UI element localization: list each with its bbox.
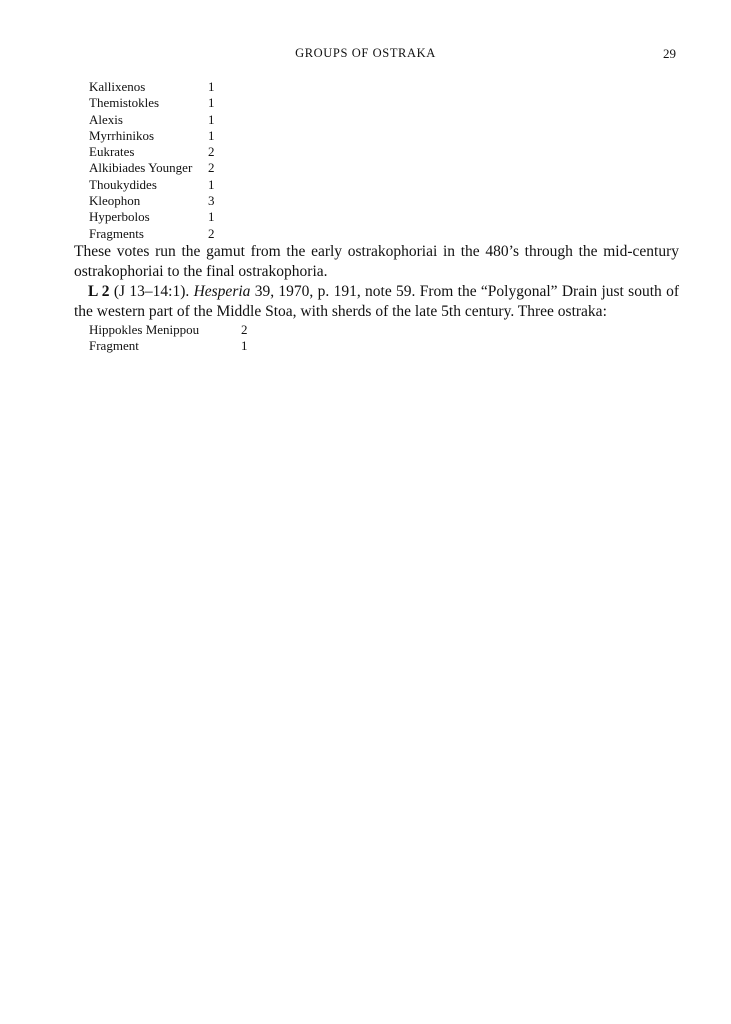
vote-tally-table-2	[89, 322, 248, 355]
vote-count: 1	[208, 127, 215, 143]
vote-count: 1	[208, 176, 215, 192]
candidate-name: Kallixenos	[89, 79, 146, 94]
candidate-name: Themistokles	[89, 95, 160, 111]
tally-row	[89, 193, 215, 209]
candidate-name: Hyperbolos	[89, 209, 150, 225]
tally-row	[89, 226, 215, 242]
deposit-label: L 2	[88, 283, 110, 300]
journal-title: Hesperia	[193, 283, 251, 300]
vote-count: 2	[208, 144, 215, 160]
tally-row	[89, 144, 215, 160]
tally-row	[89, 112, 215, 128]
tally-row	[89, 160, 215, 176]
candidate-name: Myrrhinikos	[89, 127, 154, 143]
candidate-name: Hippokles Menippou	[89, 322, 200, 337]
page-header	[0, 46, 731, 66]
vote-count: 2	[208, 225, 215, 241]
tally-row	[89, 128, 215, 144]
entry-description: 39, 1970, p. 191, note 59. From the “Polygonal” Drain just south of the western part of the Middle Stoa, with sherds of the late 5th century. Three ostraka:	[74, 283, 679, 320]
grid-reference: (J 13–14:1).	[109, 283, 194, 300]
vote-count: 1	[208, 79, 215, 94]
candidate-name: Fragment	[89, 338, 139, 354]
vote-count: 1	[241, 338, 248, 354]
vote-tally-table	[89, 79, 215, 242]
vote-count: 1	[208, 111, 215, 127]
page-number: 29	[663, 46, 676, 61]
vote-count: 2	[208, 160, 215, 176]
deposit-entry-paragraph	[74, 282, 679, 322]
tally-row	[89, 79, 215, 95]
tally-row	[89, 209, 215, 225]
candidate-name: Fragments	[89, 225, 144, 241]
running-head: GROUPS OF OSTRAKA	[295, 46, 436, 60]
candidate-name: Alkibiades Younger	[89, 160, 193, 176]
tally-row	[89, 338, 248, 354]
commentary-paragraph: These votes run the gamut from the early ostrakophoriai in the 480’s through the mid-century ostrakophoriai to the final ostrakophoria.	[74, 243, 679, 280]
tally-row	[89, 322, 248, 338]
candidate-name: Kleophon	[89, 193, 141, 209]
vote-count: 1	[208, 95, 215, 111]
vote-count: 3	[208, 193, 215, 209]
candidate-name: Eukrates	[89, 144, 135, 160]
tally-row	[89, 95, 215, 111]
vote-count: 2	[241, 322, 248, 337]
candidate-name: Alexis	[89, 111, 123, 127]
tally-row	[89, 177, 215, 193]
candidate-name: Thoukydides	[89, 176, 157, 192]
vote-count: 1	[208, 209, 215, 225]
